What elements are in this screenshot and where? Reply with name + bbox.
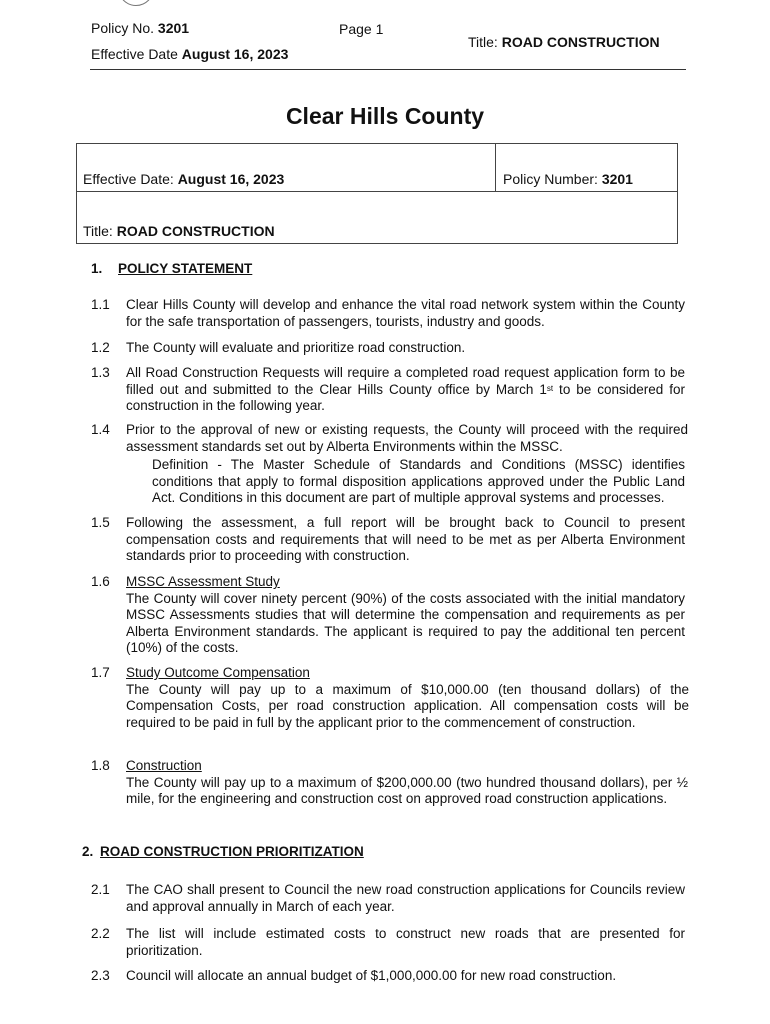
item-text-1-1: Clear Hills County will develop and enhance the vital road network system within the County for the safe transportation of passengers, tourists, industry and goods. [126, 297, 685, 329]
header-effective-date [91, 46, 288, 62]
item-text-1-3-b: to be considered for construction in the following year. [126, 381, 685, 414]
item-number-1-4: 1.4 [91, 422, 110, 437]
header-effective-value: August 16, 2023 [181, 46, 289, 62]
header-title-value: ROAD CONSTRUCTION [501, 34, 660, 50]
item-title-1-8: Construction [126, 758, 202, 773]
item-number-1-7: 1.7 [91, 665, 110, 680]
section-1-heading [91, 261, 252, 276]
item-text-1-8: The County will pay up to a maximum of $200,000.00 (two hundred thousand dollars), per ½ mile, for the engineering and construction cost on approved road construction applications. [126, 774, 688, 807]
item-text-1-3-a: All Road Construction Requests will require a completed road request application form to be filled out and submitted to the Clear Hills County office by March 1 [126, 365, 685, 397]
item-text-2-1: The CAO shall present to Council the new road construction applications for Councils review and approval annually in March of each year. [126, 882, 685, 914]
box-title [83, 223, 275, 239]
item-title-1-7: Study Outcome Compensation [126, 665, 310, 680]
header-page: Page 1 [339, 21, 384, 37]
item-number-1-1: 1.1 [91, 297, 110, 312]
box-title-label: Title: [83, 223, 113, 239]
item-text-2-3: Council will allocate an annual budget of $1,000,000.00 for new road construction. [126, 968, 617, 983]
item-1-8 [126, 758, 688, 808]
box-effective-label: Effective Date: [83, 171, 174, 187]
item-number-2-1: 2.1 [91, 882, 110, 897]
item-text-2-2: The list will include estimated costs to construct new roads that are presented for prioritization. [126, 926, 685, 958]
item-text-1-2: The County will evaluate and prioritize road construction. [126, 340, 466, 355]
box-title-value: ROAD CONSTRUCTION [116, 223, 275, 239]
item-1-7 [126, 665, 689, 731]
item-number-1-5: 1.5 [91, 515, 110, 530]
item-number-1-3: 1.3 [91, 365, 110, 380]
box-policy-label: Policy Number: [503, 171, 598, 187]
header-policy-no-value: 3201 [157, 20, 190, 36]
section-1-title: POLICY STATEMENT [118, 261, 253, 276]
section-2-heading [82, 844, 364, 859]
item-text-1-7: The County will pay up to a maximum of $10,000.00 (ten thousand dollars) of the Compensation Costs, per road construction application. All compensation costs will be required to be paid in full by the applicant prior to the commencement of construction. [126, 681, 689, 730]
item-text-1-3-sup: st [546, 383, 554, 393]
item-number-2-3: 2.3 [91, 968, 110, 983]
box-effective-value: August 16, 2023 [177, 171, 285, 187]
header-policy-no-label: Policy No. [91, 20, 155, 36]
header-rule [90, 69, 686, 70]
item-1-6 [126, 574, 685, 657]
box-policy-number [503, 171, 633, 187]
box-divider-vertical [495, 144, 496, 191]
item-number-1-2: 1.2 [91, 340, 110, 355]
box-effective-date [83, 171, 284, 187]
box-policy-value: 3201 [601, 171, 633, 187]
item-text-1-3 [126, 365, 685, 415]
header-effective-label: Effective Date [91, 46, 178, 62]
box-divider-horizontal [77, 191, 677, 192]
item-text-1-5: Following the assessment, a full report will be brought back to Council to present compensation costs and requirements that will need to be met as per Alberta Environment standards prior to proceeding with construction. [126, 515, 685, 564]
policy-info-box [76, 143, 678, 244]
header-policy-no [91, 20, 189, 36]
item-number-1-8: 1.8 [91, 758, 110, 773]
item-number-2-2: 2.2 [91, 926, 110, 941]
document-title: Clear Hills County [285, 103, 485, 129]
item-number-1-6: 1.6 [91, 574, 110, 589]
section-2-number: 2. [82, 844, 94, 859]
item-definition-1-4: Definition - The Master Schedule of Standards and Conditions (MSSC) identifies conditions that apply to formal disposition applications approved under the Public Land Act. Conditions in this document are part of multiple approval systems and processes. [152, 457, 685, 506]
item-text-1-6: The County will cover ninety percent (90%) of the costs associated with the initial mandatory MSSC Assessments studies that will determine the compensation and requirements as per Alberta Environment standards. The applicant is required to pay the additional ten percent (10%) of the costs. [126, 590, 685, 656]
item-title-1-6: MSSC Assessment Study [126, 574, 280, 589]
section-2-title: ROAD CONSTRUCTION PRIORITIZATION [100, 844, 364, 859]
county-seal [118, 0, 154, 6]
header-title-label: Title: [468, 34, 498, 50]
header-title [468, 34, 660, 50]
item-text-1-4: Prior to the approval of new or existing requests, the County will proceed with the required assessment standards set out by Alberta Environments within the MSSC. [126, 422, 688, 454]
section-1-number: 1. [91, 261, 103, 276]
